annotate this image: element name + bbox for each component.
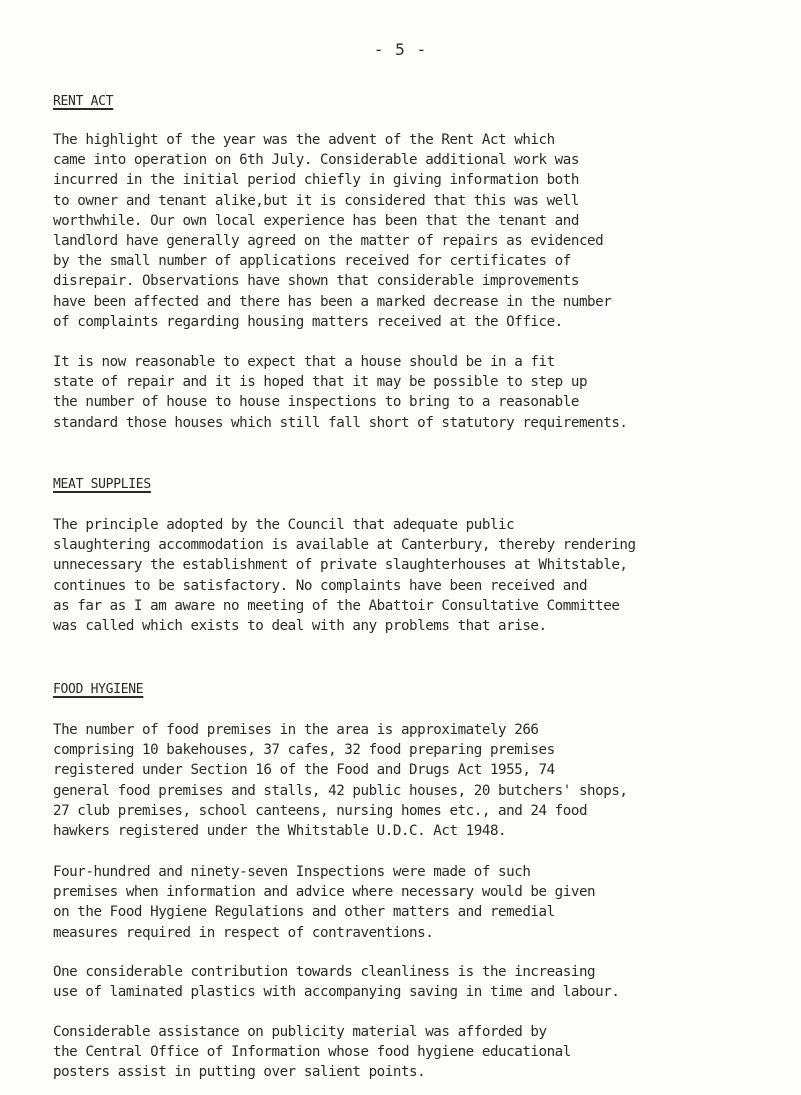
text-line: was called which exists to deal with any problems that arise. — [53, 617, 547, 634]
page-number: - 5 - — [373, 40, 428, 59]
text-line: continues to be satisfactory. No complaints have been received and — [53, 577, 588, 594]
section-heading-food-hygiene: FOOD HYGIENE — [53, 682, 144, 697]
food-hygiene-paragraph-3 — [53, 962, 773, 1002]
text-line: landlord have generally agreed on the matter of repairs as evidenced — [53, 232, 604, 249]
text-line: state of repair and it is hoped that it may be possible to step up — [53, 374, 588, 391]
text-line: hawkers registered under the Whitstable U.D.C. Act 1948. — [53, 822, 507, 839]
text-line: 27 club premises, school canteens, nursing homes etc., and 24 food — [53, 802, 588, 819]
text-line: premises when information and advice where necessary would be given — [53, 884, 596, 901]
text-line: worthwhile. Our own local experience has been that the tenant and — [53, 212, 579, 229]
text-line: disrepair. Observations have shown that considerable improvements — [53, 273, 579, 290]
text-line: unnecessary the establishment of private slaughterhouses at Whitstable, — [53, 557, 628, 574]
food-hygiene-paragraph-2 — [53, 862, 773, 943]
text-line: slaughtering accommodation is available at Canterbury, thereby rendering — [53, 537, 636, 554]
section-heading-rent-act: RENT ACT — [53, 94, 114, 109]
text-line: have been affected and there has been a marked decrease in the number — [53, 293, 612, 310]
food-hygiene-paragraph-1 — [53, 720, 773, 841]
text-line: to owner and tenant alike,but it is considered that this was well — [53, 192, 579, 209]
text-line: One considerable contribution towards cleanliness is the increasing — [53, 964, 596, 980]
text-line: registered under Section 16 of the Food and Drugs Act 1955, 74 — [53, 762, 555, 779]
text-line: measures required in respect of contraventions. — [53, 924, 434, 941]
text-line: of complaints regarding housing matters received at the Office. — [53, 313, 563, 330]
text-line: came into operation on 6th July. Considerable additional work was — [53, 152, 579, 169]
section-heading-meat-supplies: MEAT SUPPLIES — [53, 477, 151, 492]
text-line: general food premises and stalls, 42 public houses, 20 butchers' shops, — [53, 782, 628, 799]
text-line: the number of house to house inspections to bring to a reasonable — [53, 394, 579, 411]
rent-act-paragraph-1 — [53, 130, 773, 332]
text-line: incurred in the initial period chiefly in giving information both — [53, 172, 579, 189]
text-line: the Central Office of Information whose food hygiene educational — [53, 1044, 571, 1061]
text-line: standard those houses which still fall short of statutory requirements. — [53, 414, 628, 431]
text-line: posters assist in putting over salient points. — [53, 1064, 426, 1081]
text-line: Four-hundred and ninety-seven Inspections were made of such — [53, 864, 531, 880]
text-line: comprising 10 bakehouses, 37 cafes, 32 food preparing premises — [53, 742, 555, 759]
rent-act-paragraph-2 — [53, 352, 773, 433]
text-line: as far as I am aware no meeting of the Abattoir Consultative Committee — [53, 597, 620, 614]
food-hygiene-paragraph-4 — [53, 1022, 773, 1083]
meat-supplies-paragraph-1 — [53, 515, 773, 636]
text-line: by the small number of applications received for certificates of — [53, 253, 571, 270]
text-line: Considerable assistance on publicity material was afforded by — [53, 1024, 547, 1040]
text-line: The highlight of the year was the advent of the Rent Act which — [53, 132, 555, 148]
text-line: It is now reasonable to expect that a house should be in a fit — [53, 354, 555, 370]
text-line: use of laminated plastics with accompanying saving in time and labour. — [53, 984, 620, 1001]
text-line: on the Food Hygiene Regulations and other matters and remedial — [53, 904, 555, 921]
text-line: The principle adopted by the Council that adequate public — [53, 517, 515, 533]
text-line: The number of food premises in the area is approximately 266 — [53, 722, 539, 738]
